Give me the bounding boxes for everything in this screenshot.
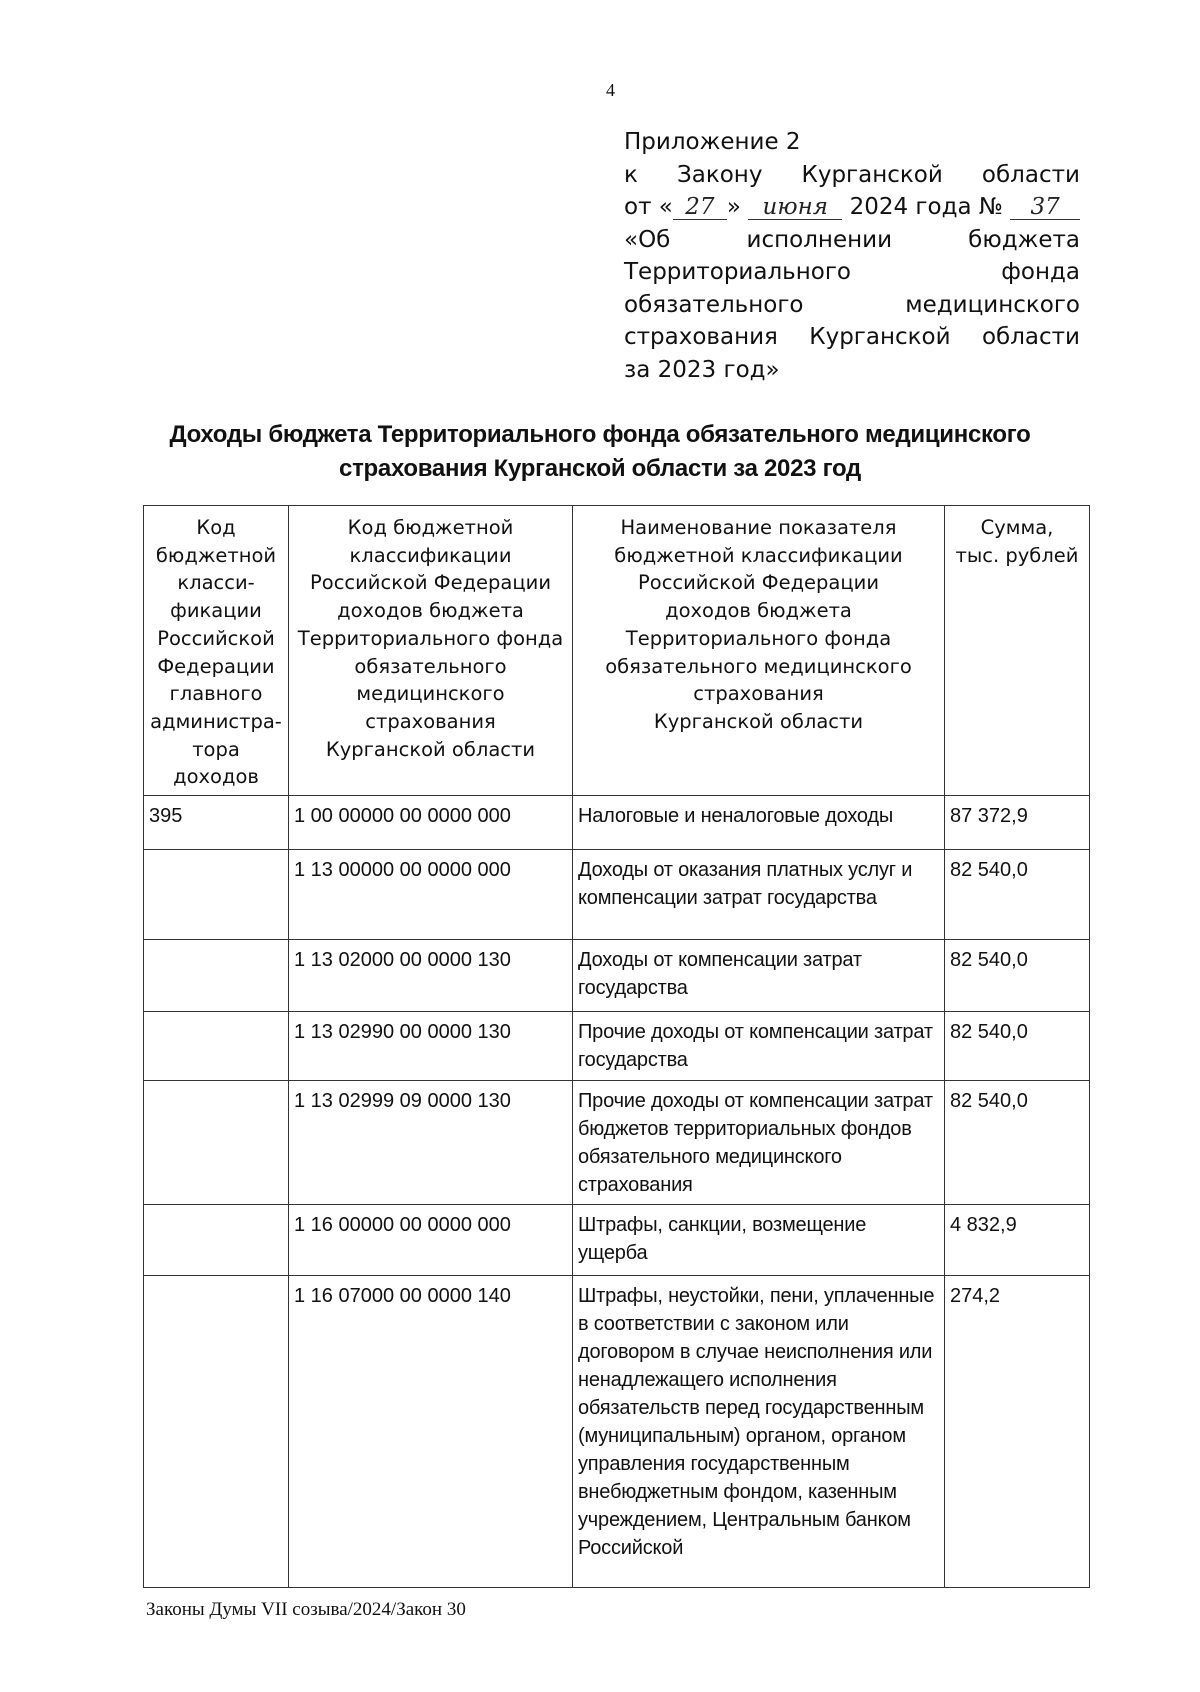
document-title: Доходы бюджета Территориального фонда обязательного медицинского страхования Курганской области за 2023 год <box>169 421 1031 482</box>
amount-cell: 4 832,9 <box>945 1205 1090 1276</box>
amount-cell: 82 540,0 <box>945 850 1090 940</box>
header-amount: Сумма, тыс. рублей <box>945 506 1090 796</box>
indicator-name-cell: Прочие доходы от компенсации затрат государства <box>573 1012 945 1081</box>
amount-cell: 274,2 <box>945 1276 1090 1588</box>
page-number: 4 <box>606 80 615 100</box>
admin-code-cell <box>144 1276 289 1588</box>
table-row <box>144 1276 1090 1588</box>
admin-code-cell <box>144 850 289 940</box>
footer-reference: Законы Думы VII созыва/2024/Закон 30 <box>146 1599 466 1620</box>
budget-code-cell: 1 16 00000 00 0000 000 <box>289 1205 573 1276</box>
indicator-name-cell: Штрафы, санкции, возмещение ущерба <box>573 1205 945 1276</box>
admin-code-cell <box>144 1081 289 1205</box>
table-header-row <box>144 506 1090 796</box>
admin-code-cell: 395 <box>144 796 289 850</box>
budget-code-cell: 1 13 02999 09 0000 130 <box>289 1081 573 1205</box>
appendix-line-4: «Об исполнении бюджета <box>624 226 1080 253</box>
indicator-name-cell: Прочие доходы от компенсации затрат бюджетов территориальных фондов обязательного медицинского страхования <box>573 1081 945 1205</box>
appendix-block <box>624 126 1080 386</box>
indicator-name-cell: Доходы от оказания платных услуг и компенсации затрат государства <box>573 850 945 940</box>
table-row <box>144 850 1090 940</box>
admin-code-cell <box>144 940 289 1012</box>
table-row <box>144 940 1090 1012</box>
budget-code-cell: 1 13 00000 00 0000 000 <box>289 850 573 940</box>
admin-code-cell <box>144 1205 289 1276</box>
handwritten-law-number: 37 <box>1010 195 1080 220</box>
appendix-line-8: за 2023 год» <box>624 356 780 383</box>
amount-cell: 82 540,0 <box>945 1012 1090 1081</box>
table-row <box>144 1081 1090 1205</box>
appendix-line-6: обязательного медицинского <box>624 291 1080 318</box>
header-admin-code: Код бюджетной класси- фикации Российской Федерации главного администра- тора доходов <box>144 506 289 796</box>
budget-code-cell: 1 16 07000 00 0000 140 <box>289 1276 573 1588</box>
appendix-line-2: к Закону Курганской области <box>624 161 1080 188</box>
table-row <box>144 796 1090 850</box>
appendix-date-line: от « 27 » июня 2024 года № 37 <box>624 191 1080 224</box>
appendix-heading: Приложение 2 <box>624 129 801 155</box>
admin-code-cell <box>144 1012 289 1081</box>
indicator-name-cell: Штрафы, неустойки, пени, уплаченные в соответствии с законом или договором в случае неисполнения или ненадлежащего исполнения обязательств перед государственным (муниципальным) органом, органом управления государственным внебюджетным фондом, казенным учреждением, Центральным банком Российской <box>573 1276 945 1588</box>
amount-cell: 87 372,9 <box>945 796 1090 850</box>
appendix-line-5: Территориального фонда <box>624 259 1080 285</box>
appendix-line-7: страхования Курганской области <box>624 324 1080 350</box>
indicator-name-cell: Налоговые и неналоговые доходы <box>573 796 945 850</box>
table-row <box>144 1205 1090 1276</box>
income-table <box>143 505 1090 1588</box>
header-budget-code: Код бюджетной классификации Российской Федерации доходов бюджета Территориального фонда обязательного медицинского страхования Курганской области <box>289 506 573 796</box>
indicator-name-cell: Доходы от компенсации затрат государства <box>573 940 945 1012</box>
handwritten-month: июня <box>748 195 842 220</box>
amount-cell: 82 540,0 <box>945 940 1090 1012</box>
header-indicator-name: Наименование показателя бюджетной классификации Российской Федерации доходов бюджета Территориального фонда обязательного медицинского страхования Курганской области <box>573 506 945 796</box>
budget-code-cell: 1 13 02990 00 0000 130 <box>289 1012 573 1081</box>
amount-cell: 82 540,0 <box>945 1081 1090 1205</box>
table-row <box>144 1012 1090 1081</box>
budget-code-cell: 1 00 00000 00 0000 000 <box>289 796 573 850</box>
handwritten-day: 27 <box>673 195 727 220</box>
budget-code-cell: 1 13 02000 00 0000 130 <box>289 940 573 1012</box>
